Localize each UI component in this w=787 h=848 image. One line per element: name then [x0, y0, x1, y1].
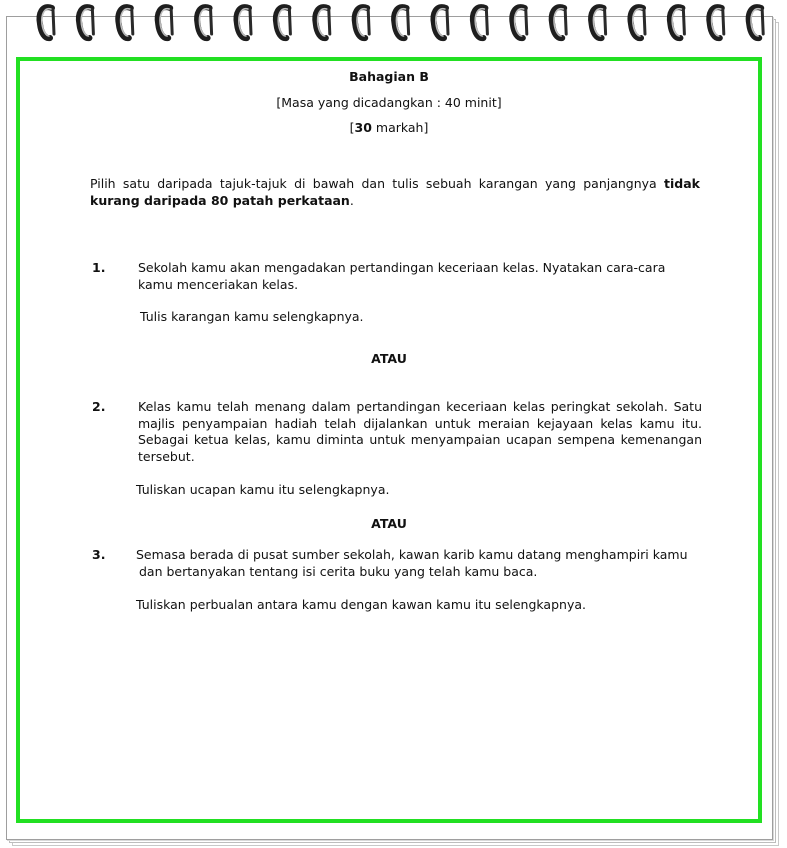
spiral-ring-icon	[394, 7, 409, 41]
marks-label: markah]	[371, 120, 429, 135]
question-3-line-1: Semasa berada di pusat sumber sekolah, kawan karib kamu datang menghampiri kamu	[136, 547, 688, 562]
question-1-text	[138, 260, 708, 293]
marks-open: [	[349, 120, 355, 135]
instructions	[90, 176, 700, 209]
spiral-ring-icon	[315, 7, 330, 41]
spiral-ring-icon	[79, 7, 94, 41]
spiral-ring-icon	[749, 7, 764, 41]
document-content	[20, 61, 758, 819]
question-2-task: Tuliskan ucapan kamu itu selengkapnya.	[136, 482, 390, 497]
document-frame	[16, 57, 762, 823]
spiral-ring-icon	[237, 7, 252, 41]
section-title: Bahagian B	[349, 69, 429, 84]
question-2-text: Kelas kamu telah menang dalam pertandingan keceriaan kelas peringkat sekolah. Satu majlis penyampaian hadiah telah dijalankan untuk meraian kejayaan kelas kamu itu. Sebagai ketua kelas, kamu diminta untuk menyampaian ucapan sempena kemenangan tersebut.	[138, 399, 702, 464]
spiral-ring-icon	[709, 7, 724, 41]
spiral-rings	[0, 0, 787, 48]
spiral-ring-icon	[158, 7, 173, 41]
question-1-line-1: Sekolah kamu akan mengadakan pertandingan keceriaan kelas. Nyatakan cara-cara	[138, 260, 666, 275]
spiral-ring-icon	[552, 7, 567, 41]
spiral-ring-icon	[355, 7, 370, 41]
spiral-ring-icon	[631, 7, 646, 41]
instructions-end: .	[349, 192, 354, 208]
marks-number: 30	[354, 120, 372, 135]
question-1-task: Tulis karangan kamu selengkapnya.	[140, 309, 364, 324]
question-3-number: 3.	[92, 547, 106, 562]
question-2-number: 2.	[92, 399, 106, 414]
spiral-ring-icon	[40, 7, 55, 41]
question-3-text	[136, 547, 716, 580]
spiral-ring-icon	[434, 7, 449, 41]
spiral-ring-icon	[473, 7, 488, 41]
question-3-task: Tuliskan perbualan antara kamu dengan kawan kamu itu selengkapnya.	[136, 597, 586, 612]
spiral-ring-icon	[197, 7, 212, 41]
instructions-bold-phrase: kurang daripada 80 patah perkataan	[90, 192, 350, 208]
question-1-line-2: kamu menceriakan kelas.	[138, 276, 299, 292]
question-1-number: 1.	[92, 260, 106, 275]
spiral-ring-icon	[276, 7, 291, 41]
instructions-bold-word: tidak	[664, 176, 700, 191]
spiral-ring-icon	[118, 7, 133, 41]
spiral-binding	[0, 0, 787, 48]
time-allocation: [Masa yang dicadangkan : 40 minit]	[276, 95, 502, 110]
spiral-ring-icon	[512, 7, 527, 41]
separator-1: ATAU	[371, 351, 407, 366]
instructions-text: Pilih satu daripada tajuk-tajuk di bawah dan tulis sebuah karangan yang panjangnya	[90, 176, 665, 191]
spiral-ring-icon	[591, 7, 606, 41]
question-3-line-2: dan bertanyakan tentang isi cerita buku yang telah kamu baca.	[139, 563, 538, 579]
separator-2: ATAU	[371, 516, 407, 531]
spiral-ring-icon	[670, 7, 685, 41]
marks-line	[20, 120, 758, 135]
